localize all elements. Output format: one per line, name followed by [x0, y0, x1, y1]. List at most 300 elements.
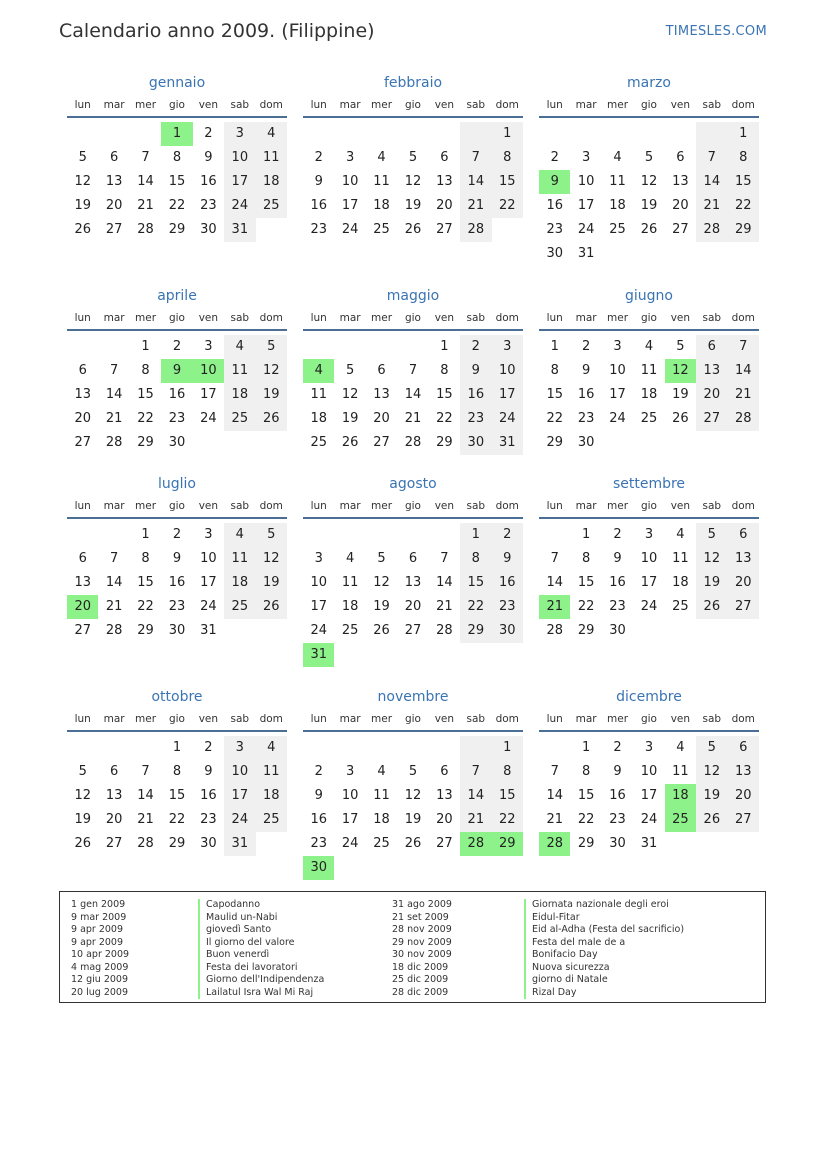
- day-cell: 10: [609, 363, 626, 378]
- week-row: [303, 619, 523, 643]
- day-cell: 12: [404, 174, 422, 189]
- day-cell: 1: [141, 339, 150, 354]
- weekday-label: ven: [198, 99, 219, 111]
- day-cell: 9: [613, 551, 622, 566]
- weekday-header: [303, 96, 523, 118]
- day-cell: 18: [640, 387, 658, 402]
- day-cell: 25: [640, 411, 658, 426]
- weekday-label: ven: [198, 713, 219, 725]
- day-cell: 20: [728, 784, 759, 808]
- day-cell: 29: [168, 836, 186, 851]
- day-cell: 11: [224, 547, 255, 571]
- empty-day-cell: [366, 736, 397, 760]
- day-cell: 14: [696, 170, 727, 194]
- day-cell: 17: [341, 812, 359, 827]
- week-row: [303, 383, 523, 407]
- day-cell: 7: [550, 551, 559, 566]
- day-cell: 10: [341, 174, 359, 189]
- day-cell: 18: [373, 198, 390, 213]
- day-cell: 4: [377, 764, 386, 779]
- week-row: [303, 194, 523, 218]
- weekday-label: mar: [103, 500, 125, 512]
- day-cell: 11: [373, 788, 390, 803]
- day-cell: 13: [404, 575, 422, 590]
- day-cell: 3: [613, 339, 622, 354]
- weekday-label: mar: [575, 713, 597, 725]
- day-cell: 15: [168, 788, 186, 803]
- day-cell: 11: [224, 359, 255, 383]
- day-cell: 1: [492, 122, 523, 146]
- day-cell: 7: [408, 363, 418, 378]
- weekday-header: [539, 497, 759, 519]
- day-cell: 5: [696, 736, 727, 760]
- weekday-label: lun: [310, 713, 327, 725]
- day-cell: 24: [492, 407, 523, 431]
- holiday-name: giorno di Natale: [524, 974, 684, 987]
- empty-day-cell: [98, 736, 129, 760]
- day-cell: 28: [105, 435, 123, 450]
- day-cell: 9: [460, 359, 491, 383]
- day-cell: 14: [728, 359, 759, 383]
- day-cell: 22: [168, 812, 186, 827]
- day-cell: 2: [460, 335, 491, 359]
- day-cell: 10: [200, 551, 217, 566]
- day-cell: 8: [440, 363, 449, 378]
- empty-day-cell: [366, 335, 397, 359]
- week-row: [303, 122, 523, 146]
- day-cell: 8: [492, 146, 523, 170]
- holiday-date: 25 dic 2009: [392, 974, 449, 985]
- day-cell: 24: [310, 623, 327, 638]
- empty-day-cell: [602, 122, 633, 146]
- day-cell: 2: [613, 740, 622, 755]
- day-cell: 17: [200, 387, 217, 402]
- empty-day-cell: [696, 619, 727, 643]
- empty-day-cell: [728, 619, 759, 643]
- day-cell: 12: [640, 174, 658, 189]
- day-cell: 14: [460, 170, 491, 194]
- day-cell: 21: [460, 808, 491, 832]
- day-cell: 1: [492, 736, 523, 760]
- empty-day-cell: [602, 242, 633, 266]
- day-cell: 20: [436, 812, 453, 827]
- empty-day-cell: [334, 122, 365, 146]
- day-cell: 7: [109, 363, 119, 378]
- empty-day-cell: [334, 523, 365, 547]
- weekday-label: sab: [466, 713, 486, 725]
- day-cell: 10: [310, 575, 327, 590]
- day-cell: 24: [200, 599, 217, 614]
- week-row: [67, 218, 287, 242]
- day-cell: 14: [105, 387, 123, 402]
- week-row: [539, 218, 759, 242]
- day-cell: 30: [168, 435, 186, 450]
- day-cell: 5: [377, 551, 386, 566]
- empty-day-cell: [696, 242, 727, 266]
- weekday-label: gio: [640, 312, 657, 324]
- day-cell: 23: [200, 812, 217, 827]
- weekday-label: ven: [670, 99, 691, 111]
- day-cell: 2: [314, 764, 323, 779]
- day-cell: 19: [696, 571, 727, 595]
- weekday-label: dom: [731, 312, 755, 324]
- empty-day-cell: [696, 431, 727, 455]
- site-link[interactable]: TIMESLES.COM: [665, 24, 767, 39]
- day-cell: 4: [613, 150, 622, 165]
- day-cell: 11: [373, 174, 390, 189]
- day-cell: 18: [373, 812, 390, 827]
- empty-day-cell: [366, 523, 397, 547]
- empty-day-cell: [334, 736, 365, 760]
- weekday-label: ven: [670, 500, 691, 512]
- day-cell: 16: [310, 198, 327, 213]
- holiday-name: Bonifacio Day: [524, 949, 684, 962]
- day-cell: 29: [546, 435, 563, 450]
- weekday-label: mer: [371, 99, 393, 111]
- weekday-label: dom: [495, 713, 519, 725]
- weekday-label: sab: [230, 500, 250, 512]
- empty-day-cell: [570, 122, 601, 146]
- day-cell: 21: [105, 411, 123, 426]
- day-cell: 30: [492, 619, 523, 643]
- week-row: [539, 194, 759, 218]
- month-title: marzo: [627, 75, 671, 91]
- day-cell: 14: [404, 387, 422, 402]
- day-cell: 22: [492, 808, 523, 832]
- day-cell: 16: [168, 387, 186, 402]
- empty-day-cell: [397, 856, 428, 880]
- weekday-label: ven: [434, 99, 455, 111]
- month-title: febbraio: [383, 75, 443, 91]
- day-cell: 29: [137, 623, 154, 638]
- empty-day-cell: [366, 643, 397, 667]
- week-row: [303, 856, 523, 880]
- day-cell: 4: [256, 122, 287, 146]
- weekday-label: dom: [259, 500, 283, 512]
- day-cell: 10: [577, 174, 595, 189]
- month-luglio: [67, 473, 287, 643]
- day-cell: 3: [581, 150, 591, 165]
- day-cell: 9: [204, 150, 213, 165]
- week-row: [539, 595, 759, 619]
- day-cell: 7: [460, 760, 491, 784]
- day-cell: 18: [310, 411, 327, 426]
- empty-day-cell: [665, 619, 696, 643]
- day-cell: 5: [408, 150, 418, 165]
- day-cell: 13: [728, 547, 759, 571]
- day-cell: 6: [78, 363, 87, 378]
- holiday-date: 9 apr 2009: [71, 924, 124, 935]
- day-cell: 24: [640, 599, 658, 614]
- month-marzo: [539, 72, 759, 266]
- day-cell: 5: [78, 764, 87, 779]
- weekday-label: mar: [575, 500, 597, 512]
- day-cell: 23: [310, 222, 327, 237]
- day-cell: 23: [460, 407, 491, 431]
- weekday-label: ven: [198, 500, 219, 512]
- weekday-header: [67, 497, 287, 519]
- day-cell: 11: [672, 551, 689, 566]
- day-cell: 23: [609, 599, 626, 614]
- empty-day-cell: [633, 431, 664, 455]
- day-cell: 27: [373, 435, 390, 450]
- weekday-label: mar: [339, 713, 361, 725]
- day-cell: 4: [224, 523, 255, 547]
- day-cell: 19: [404, 812, 422, 827]
- day-cell: 18: [256, 170, 287, 194]
- day-cell: 24: [224, 808, 255, 832]
- day-cell: 8: [172, 764, 182, 779]
- day-cell: 30: [200, 222, 217, 237]
- day-cell: 6: [377, 363, 386, 378]
- empty-day-cell: [303, 736, 334, 760]
- day-cell: 12: [404, 788, 422, 803]
- day-cell: 26: [404, 836, 422, 851]
- week-row: [67, 146, 287, 170]
- weekday-label: sab: [702, 500, 722, 512]
- month-title: novembre: [377, 689, 449, 705]
- day-cell: 7: [440, 551, 449, 566]
- day-cell: 14: [137, 788, 154, 803]
- empty-day-cell: [492, 643, 523, 667]
- empty-day-cell: [98, 335, 129, 359]
- weekday-label: gio: [168, 312, 185, 324]
- day-cell: 24: [224, 194, 255, 218]
- day-cell: 25: [373, 222, 390, 237]
- day-cell: 29: [137, 435, 154, 450]
- empty-day-cell: [429, 856, 460, 880]
- empty-day-cell: [397, 523, 428, 547]
- weekday-label: ven: [670, 312, 691, 324]
- weekday-label: mar: [575, 312, 597, 324]
- day-cell: 6: [78, 551, 87, 566]
- week-row: [303, 146, 523, 170]
- day-cell: 12: [256, 359, 287, 383]
- holiday-name: Buon venerdì: [198, 949, 324, 962]
- day-cell: 25: [256, 194, 287, 218]
- day-cell: 15: [577, 575, 595, 590]
- weekday-header: [539, 309, 759, 331]
- holiday-name: Maulid un-Nabi: [198, 912, 324, 925]
- weekday-label: sab: [230, 312, 250, 324]
- weekday-label: gio: [404, 500, 421, 512]
- day-cell: 26: [256, 595, 287, 619]
- week-row: [303, 736, 523, 760]
- weekday-label: dom: [259, 713, 283, 725]
- day-cell: 8: [141, 363, 150, 378]
- weekday-label: lun: [74, 500, 91, 512]
- day-cell: 17: [341, 198, 359, 213]
- holiday-name: Festa del male de a: [524, 937, 684, 950]
- day-cell: 27: [436, 836, 453, 851]
- day-cell: 13: [74, 575, 91, 590]
- week-row: [67, 619, 287, 643]
- day-cell: 11: [672, 764, 689, 779]
- day-cell: 30: [546, 246, 563, 261]
- month-febbraio: [303, 72, 523, 242]
- month-ottobre: [67, 686, 287, 856]
- weekday-label: mar: [103, 312, 125, 324]
- empty-day-cell: [602, 431, 633, 455]
- day-cell: 15: [492, 784, 523, 808]
- empty-day-cell: [193, 431, 224, 455]
- day-cell: 30: [168, 623, 186, 638]
- holiday-date: 31 ago 2009: [392, 899, 452, 910]
- weekday-label: mer: [371, 312, 393, 324]
- day-cell: 2: [550, 150, 559, 165]
- holiday-day-cell: 10: [193, 359, 224, 383]
- week-row: [67, 760, 287, 784]
- weekday-label: lun: [310, 99, 327, 111]
- day-cell: 3: [224, 736, 255, 760]
- day-cell: 25: [373, 836, 390, 851]
- day-cell: 6: [109, 150, 119, 165]
- day-cell: 23: [492, 595, 523, 619]
- weekday-label: dom: [495, 500, 519, 512]
- week-row: [67, 832, 287, 856]
- day-cell: 13: [436, 174, 453, 189]
- day-cell: 18: [609, 198, 626, 213]
- day-cell: 19: [256, 383, 287, 407]
- day-cell: 23: [609, 812, 626, 827]
- weekday-label: mar: [339, 99, 361, 111]
- week-row: [303, 359, 523, 383]
- day-cell: 14: [460, 784, 491, 808]
- day-cell: 24: [609, 411, 626, 426]
- weekday-label: mer: [607, 500, 629, 512]
- empty-day-cell: [633, 619, 664, 643]
- day-cell: 6: [696, 335, 727, 359]
- day-cell: 13: [728, 760, 759, 784]
- holiday-date: 12 giu 2009: [71, 974, 128, 985]
- weekday-label: dom: [495, 312, 519, 324]
- day-cell: 21: [137, 812, 154, 827]
- day-cell: 18: [224, 383, 255, 407]
- day-cell: 11: [256, 760, 287, 784]
- month-settembre: [539, 473, 759, 643]
- empty-day-cell: [539, 523, 570, 547]
- holiday-name: giovedì Santo: [198, 924, 324, 937]
- empty-day-cell: [366, 856, 397, 880]
- month-title: ottobre: [151, 689, 203, 705]
- weekday-label: mer: [607, 312, 629, 324]
- day-cell: 22: [546, 411, 563, 426]
- week-row: [303, 407, 523, 431]
- day-cell: 24: [341, 222, 359, 237]
- day-cell: 2: [613, 527, 622, 542]
- empty-day-cell: [696, 122, 727, 146]
- holiday-date: 9 mar 2009: [71, 911, 127, 923]
- day-cell: 14: [105, 575, 123, 590]
- day-cell: 11: [640, 363, 658, 378]
- weekday-label: mer: [607, 99, 629, 111]
- day-cell: 14: [137, 174, 154, 189]
- day-cell: 21: [728, 383, 759, 407]
- empty-day-cell: [67, 523, 98, 547]
- day-cell: 11: [609, 174, 626, 189]
- week-row: [539, 784, 759, 808]
- empty-day-cell: [256, 832, 287, 856]
- holiday-name: Lailatul Isra Wal Mi Raj: [198, 987, 324, 1000]
- day-cell: 2: [314, 150, 323, 165]
- week-row: [67, 359, 287, 383]
- week-row: [303, 335, 523, 359]
- week-row: [67, 407, 287, 431]
- day-cell: 23: [577, 411, 595, 426]
- day-cell: 28: [137, 836, 154, 851]
- day-cell: 12: [341, 387, 359, 402]
- week-row: [539, 146, 759, 170]
- day-cell: 19: [373, 599, 390, 614]
- holiday-day-cell: 29: [492, 832, 523, 856]
- day-cell: 24: [341, 836, 359, 851]
- day-cell: 26: [341, 435, 359, 450]
- day-cell: 25: [256, 808, 287, 832]
- day-cell: 30: [609, 623, 626, 638]
- weekday-label: sab: [466, 99, 486, 111]
- empty-day-cell: [460, 122, 491, 146]
- day-cell: 16: [609, 575, 626, 590]
- week-row: [303, 832, 523, 856]
- day-cell: 1: [141, 527, 150, 542]
- week-row: [539, 760, 759, 784]
- day-cell: 7: [696, 146, 727, 170]
- week-row: [539, 170, 759, 194]
- day-cell: 31: [492, 431, 523, 455]
- empty-day-cell: [728, 832, 759, 856]
- weekday-label: mar: [339, 500, 361, 512]
- empty-day-cell: [397, 736, 428, 760]
- empty-day-cell: [633, 122, 664, 146]
- week-row: [539, 571, 759, 595]
- day-cell: 16: [200, 174, 217, 189]
- day-cell: 5: [256, 335, 287, 359]
- day-cell: 21: [105, 599, 123, 614]
- month-title: giugno: [625, 288, 673, 304]
- day-cell: 17: [640, 788, 658, 803]
- empty-day-cell: [397, 122, 428, 146]
- day-cell: 19: [74, 198, 91, 213]
- day-cell: 2: [172, 527, 182, 542]
- day-cell: 8: [581, 551, 591, 566]
- weekday-label: gio: [640, 500, 657, 512]
- empty-day-cell: [665, 832, 696, 856]
- week-row: [303, 170, 523, 194]
- week-row: [539, 122, 759, 146]
- day-cell: 5: [644, 150, 654, 165]
- week-row: [67, 335, 287, 359]
- empty-day-cell: [728, 431, 759, 455]
- day-cell: 17: [224, 170, 255, 194]
- day-cell: 7: [109, 551, 119, 566]
- week-row: [303, 808, 523, 832]
- day-cell: 2: [581, 339, 591, 354]
- day-cell: 22: [460, 595, 491, 619]
- day-cell: 25: [672, 599, 689, 614]
- day-cell: 2: [204, 126, 213, 141]
- day-cell: 16: [492, 571, 523, 595]
- day-cell: 15: [546, 387, 563, 402]
- week-row: [539, 619, 759, 643]
- day-cell: 4: [644, 339, 654, 354]
- empty-day-cell: [539, 122, 570, 146]
- weekday-label: sab: [702, 99, 722, 111]
- empty-day-cell: [665, 431, 696, 455]
- day-cell: 10: [492, 359, 523, 383]
- weekday-label: mer: [135, 312, 157, 324]
- weekday-label: mar: [103, 713, 125, 725]
- day-cell: 6: [109, 764, 119, 779]
